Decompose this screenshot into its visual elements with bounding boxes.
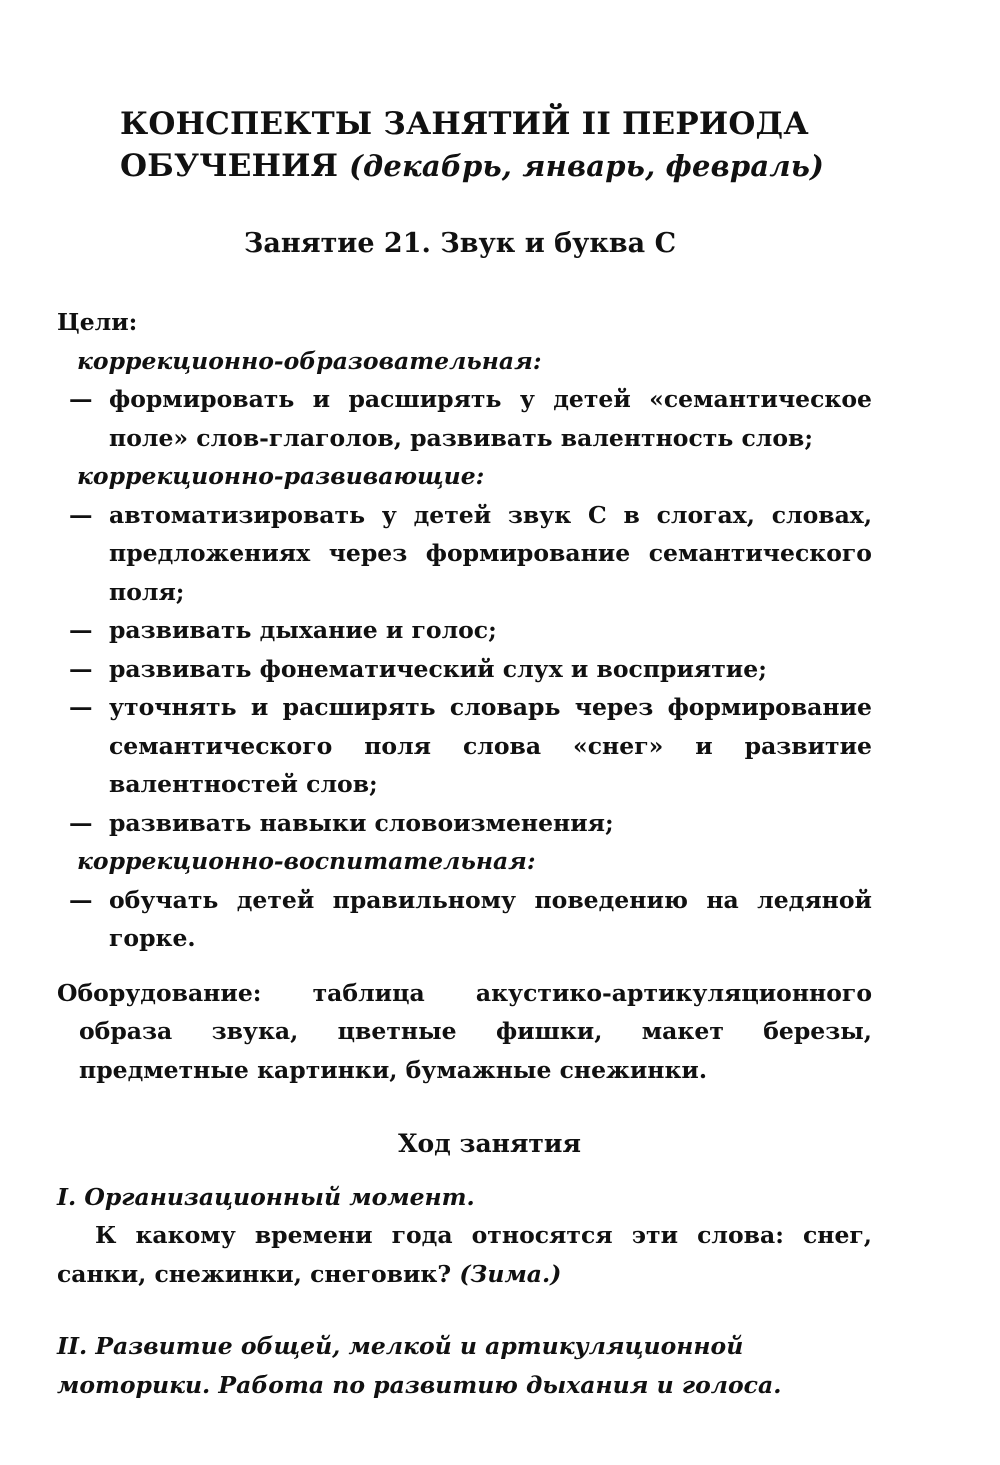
lesson-title: Занятие 21. Звук и буква С xyxy=(243,228,677,259)
goal-item: — обучать детей правильному поведению на ледяной горке. xyxy=(57,881,872,958)
goal-group-label: коррекционно-образовательная: xyxy=(77,346,542,375)
dash-marker: — xyxy=(69,385,93,413)
section-heading: I. Организационный момент. xyxy=(57,1182,475,1211)
equipment-text: таблица акустико-артикуляционного образа звука, цветные фишки, макет березы, предметные картинки, бумажные снежинки. xyxy=(79,978,872,1084)
section-paragraph: К какому времени года относятся эти слова: снег, санки, снежинки, снеговик? (Зима.) xyxy=(57,1221,872,1288)
section-heading: II. Развитие общей, мелкой и артикуляционной моторики. Работа по развитию дыхания и голоса. xyxy=(57,1332,782,1399)
equipment-paragraph xyxy=(57,974,872,1090)
title-subtitle: (декабрь, январь, февраль) xyxy=(349,149,825,183)
dash-marker: — xyxy=(69,616,93,644)
dash-marker: — xyxy=(69,500,93,529)
dash-marker: — xyxy=(69,654,93,683)
progress-heading: Ход занятия xyxy=(398,1129,581,1158)
dash-marker: — xyxy=(69,808,93,837)
goal-item: — развивать навыки словоизменения; xyxy=(57,804,872,843)
title-main: КОНСПЕКТЫ ЗАНЯТИЙ II ПЕРИОДА ОБУЧЕНИЯ xyxy=(120,106,809,184)
lesson-body xyxy=(57,303,872,1404)
goal-item: — автоматизировать у детей звук С в слогах, словах, предложениях через формирование семантического поля; xyxy=(57,496,872,612)
goal-item: — уточнять и расширять словарь через формирование семантического поля слова «снег» и развитие валентностей слов; xyxy=(57,688,872,804)
equipment-label: Оборудование: xyxy=(57,978,262,1007)
goal-group-label: коррекционно-воспитательная: xyxy=(77,847,536,875)
goal-item: — развивать дыхание и голос; xyxy=(57,611,872,650)
page-title xyxy=(120,103,920,187)
goal-item: — формировать и расширять у детей «семантическое поле» слов-глаголов, развивать валентность слов; xyxy=(57,380,872,457)
goals-label: Цели: xyxy=(57,308,138,336)
goal-item: — развивать фонематический слух и восприятие; xyxy=(57,650,872,689)
answer-text: (Зима.) xyxy=(459,1259,562,1288)
dash-marker: — xyxy=(69,885,93,914)
goal-group-label: коррекционно-развивающие: xyxy=(77,462,485,490)
dash-marker: — xyxy=(69,693,93,721)
